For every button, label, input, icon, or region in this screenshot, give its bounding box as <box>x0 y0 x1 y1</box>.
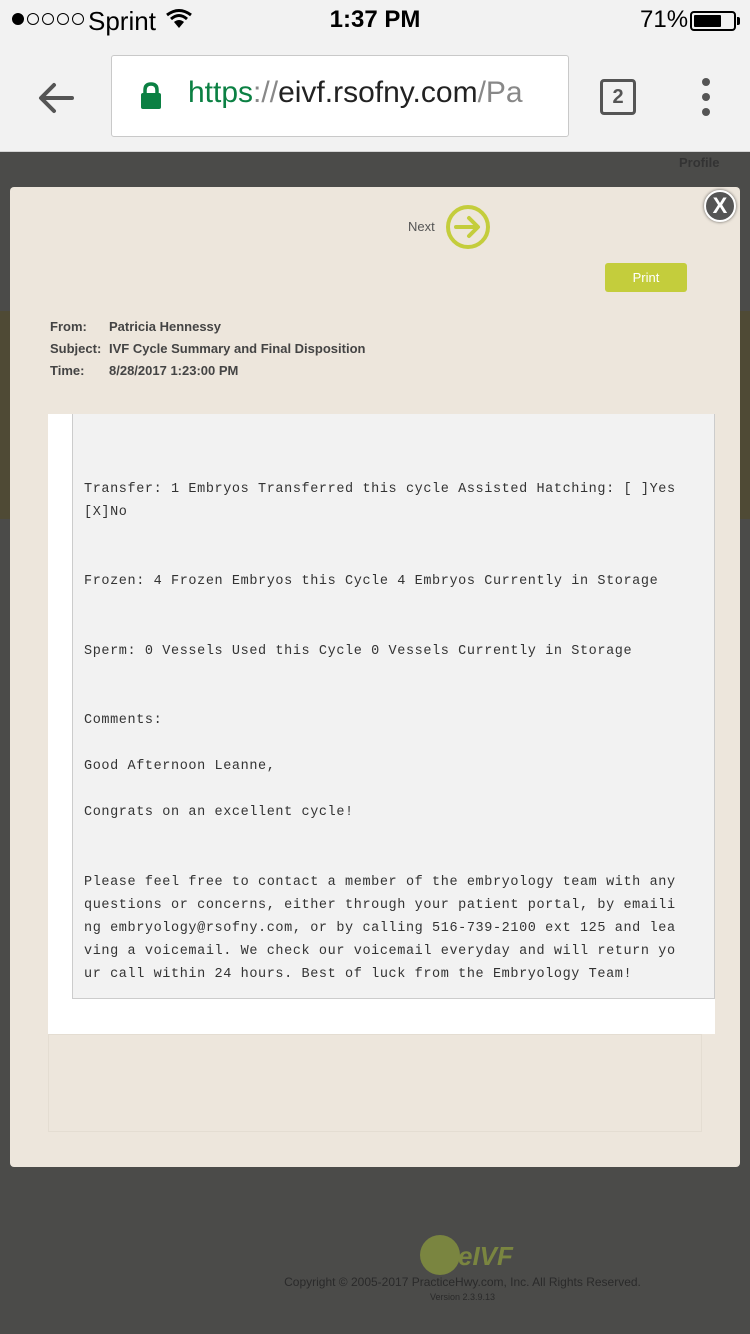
modal-footer-area <box>48 1034 702 1132</box>
transfer-line: Transfer: 1 Embryos Transferred this cycle Assisted Hatching: [ ]Yes <box>84 482 676 497</box>
url-text <box>188 76 523 110</box>
status-time: 1:37 PM <box>329 6 421 33</box>
next-arrow-icon[interactable] <box>445 204 491 250</box>
closing-line-4: ving a voicemail. We check our voicemail everyday and will return yo <box>84 944 676 959</box>
frozen-line: Frozen: 4 Frozen Embryos this Cycle 4 Embryos Currently in Storage <box>84 574 659 589</box>
from-value: Patricia Hennessy <box>109 319 222 334</box>
back-arrow-icon[interactable] <box>34 76 78 120</box>
eivf-logo-text: eIVF <box>458 1241 513 1271</box>
url-scheme: https <box>188 76 254 109</box>
transfer-line-cont: [X]No <box>84 505 128 520</box>
greeting-line: Good Afternoon Leanne, <box>84 759 276 774</box>
time-row <box>50 363 238 378</box>
lock-icon <box>140 82 162 115</box>
url-host: eivf.rsofny.com <box>278 76 478 109</box>
closing-line-5: ur call within 24 hours. Best of luck from the Embryology Team! <box>84 967 633 982</box>
url-separator: :// <box>253 76 279 109</box>
congrats-line: Congrats on an excellent cycle! <box>84 805 354 820</box>
battery-percent: 71% <box>640 6 689 33</box>
close-modal-button[interactable]: X <box>704 190 736 222</box>
battery-icon <box>690 11 736 31</box>
subject-label: Subject: <box>50 341 102 356</box>
overflow-menu-icon[interactable] <box>698 78 714 116</box>
eivf-logo-icon <box>420 1235 460 1275</box>
time-value: 8/28/2017 1:23:00 PM <box>109 363 239 378</box>
subject-value: IVF Cycle Summary and Final Disposition <box>109 341 366 356</box>
profile-link[interactable]: Profile <box>679 155 720 170</box>
tab-switcher-button[interactable]: 2 <box>600 79 636 115</box>
print-button[interactable]: Print <box>605 263 687 292</box>
carrier-name: Sprint <box>88 6 156 36</box>
subject-row <box>50 341 365 356</box>
version-text: Version 2.3.9.13 <box>429 1292 496 1302</box>
address-bar[interactable] <box>111 55 569 137</box>
closing-line-2: questions or concerns, either through your patient portal, by emaili <box>84 898 676 913</box>
comments-label: Comments: <box>84 713 163 728</box>
browser-toolbar <box>0 40 750 152</box>
sperm-line: Sperm: 0 Vessels Used this Cycle 0 Vessels Currently in Storage <box>84 644 633 659</box>
from-label: From: <box>50 319 87 334</box>
url-path: /Pa <box>477 76 523 109</box>
closing-line-1: Please feel free to contact a member of the embryology team with any <box>84 875 676 890</box>
time-label: Time: <box>50 363 85 378</box>
copyright-text: Copyright © 2005-2017 PracticeHwy.com, Inc. All Rights Reserved. <box>284 1275 641 1289</box>
from-row <box>50 319 221 334</box>
status-bar <box>0 0 750 40</box>
next-label[interactable]: Next <box>408 219 435 234</box>
battery-tip <box>737 17 740 25</box>
closing-line-3: ng embryology@rsofny.com, or by calling 516-739-2100 ext 125 and lea <box>84 921 676 936</box>
